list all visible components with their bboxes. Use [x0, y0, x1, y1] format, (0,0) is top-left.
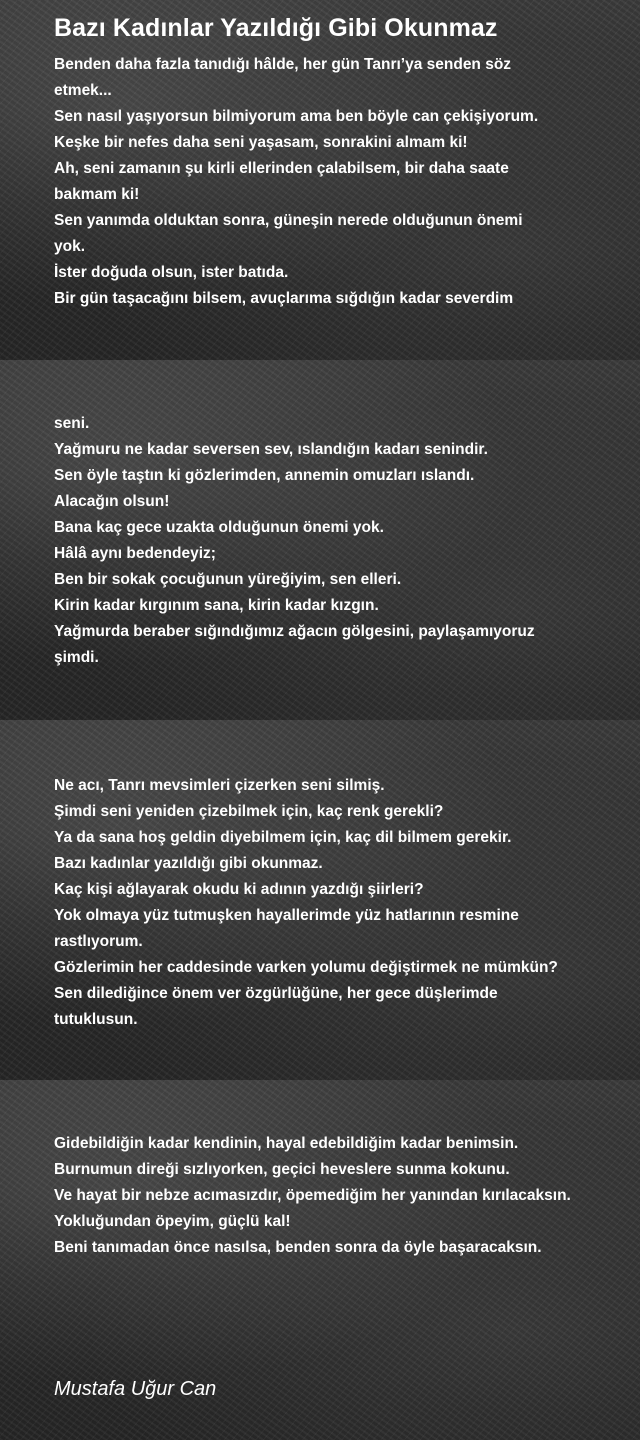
- poem-line: Kirin kadar kırgınım sana, kirin kadar kızgın.: [54, 597, 379, 614]
- poem-line: Yağmurda beraber sığındığımız ağacın gölgesini, paylaşamıyoruz: [54, 623, 535, 640]
- stanza-panel-2: [0, 360, 640, 720]
- poem-line: Ben bir sokak çocuğunun yüreğiyim, sen elleri.: [54, 571, 402, 588]
- poem-line: Hâlâ aynı bedendeyiz;: [54, 545, 216, 562]
- stanza-4-lines: [54, 1131, 600, 1261]
- poem-title: Bazı Kadınlar Yazıldığı Gibi Okunmaz: [54, 14, 498, 42]
- poem-line: bakmam ki!: [54, 186, 140, 203]
- poem-line: Alacağın olsun!: [54, 493, 170, 510]
- poem-line: Bana kaç gece uzakta olduğunun önemi yok.: [54, 519, 384, 536]
- poem-line: Beni tanımadan önce nasılsa, benden sonra da öyle başaracaksın.: [54, 1239, 542, 1256]
- poem-line: Ve hayat bir nebze acımasızdır, öpemediğim her yanından kırılacaksın.: [54, 1187, 571, 1204]
- stanza-2-lines: [54, 411, 600, 671]
- poem-line: Sen dilediğince önem ver özgürlüğüne, her gece düşlerimde: [54, 985, 498, 1002]
- poem-line: Keşke bir nefes daha seni yaşasam, sonrakini almam ki!: [54, 134, 468, 151]
- poem-line: Kaç kişi ağlayarak okudu ki adının yazdığı şiirleri?: [54, 881, 424, 898]
- poem-line: Yağmuru ne kadar seversen sev, ıslandığın kadarı senindir.: [54, 441, 488, 458]
- poem-line: Sen nasıl yaşıyorsun bilmiyorum ama ben böyle can çekişiyorum.: [54, 108, 539, 125]
- poem-line: Bir gün taşacağını bilsem, avuçlarıma sığdığın kadar severdim: [54, 290, 514, 307]
- poem-line: Bazı kadınlar yazıldığı gibi okunmaz.: [54, 855, 323, 872]
- poem-line: Gözlerimin her caddesinde varken yolumu değiştirmek ne mümkün?: [54, 959, 558, 976]
- poem-line: İster doğuda olsun, ister batıda.: [54, 264, 289, 281]
- poem-line: Sen yanımda olduktan sonra, güneşin nerede olduğunun önemi: [54, 212, 523, 229]
- stanza-panel-4: [0, 1080, 640, 1440]
- poem-line: Şimdi seni yeniden çizebilmek için, kaç renk gerekli?: [54, 803, 444, 820]
- poem-line: Gidebildiğin kadar kendinin, hayal edebildiğim kadar benimsin.: [54, 1135, 519, 1152]
- poem-line: Ya da sana hoş geldin diyebilmem için, kaç dil bilmem gerekir.: [54, 829, 512, 846]
- poem-line: Ah, seni zamanın şu kirli ellerinden çalabilsem, bir daha saate: [54, 160, 509, 177]
- stanza-1-lines: [54, 52, 600, 312]
- poem-line: Sen öyle taştın ki gözlerimden, annemin omuzları ıslandı.: [54, 467, 475, 484]
- poem-line: yok.: [54, 238, 86, 255]
- stanza-panel-3: [0, 720, 640, 1080]
- poem-line: rastlıyorum.: [54, 933, 143, 950]
- poem-line: etmek...: [54, 82, 112, 99]
- poem-line: Yokluğundan öpeyim, güçlü kal!: [54, 1213, 291, 1230]
- poem-line: Burnumun direği sızlıyorken, geçici heveslere sunma kokunu.: [54, 1161, 510, 1178]
- poem-line: şimdi.: [54, 649, 99, 666]
- poem-line: Ne acı, Tanrı mevsimleri çizerken seni silmiş.: [54, 777, 385, 794]
- poem-line: Benden daha fazla tanıdığı hâlde, her gün Tanrı’ya senden söz: [54, 56, 512, 73]
- stanza-3-lines: [54, 773, 600, 1033]
- poem-line: Yok olmaya yüz tutmuşken hayallerimde yüz hatlarının resmine: [54, 907, 519, 924]
- stanza-panel-1: [0, 0, 640, 360]
- poem-author: Mustafa Uğur Can: [54, 1378, 217, 1400]
- poem-line: seni.: [54, 415, 90, 432]
- poem-line: tutuklusun.: [54, 1011, 138, 1028]
